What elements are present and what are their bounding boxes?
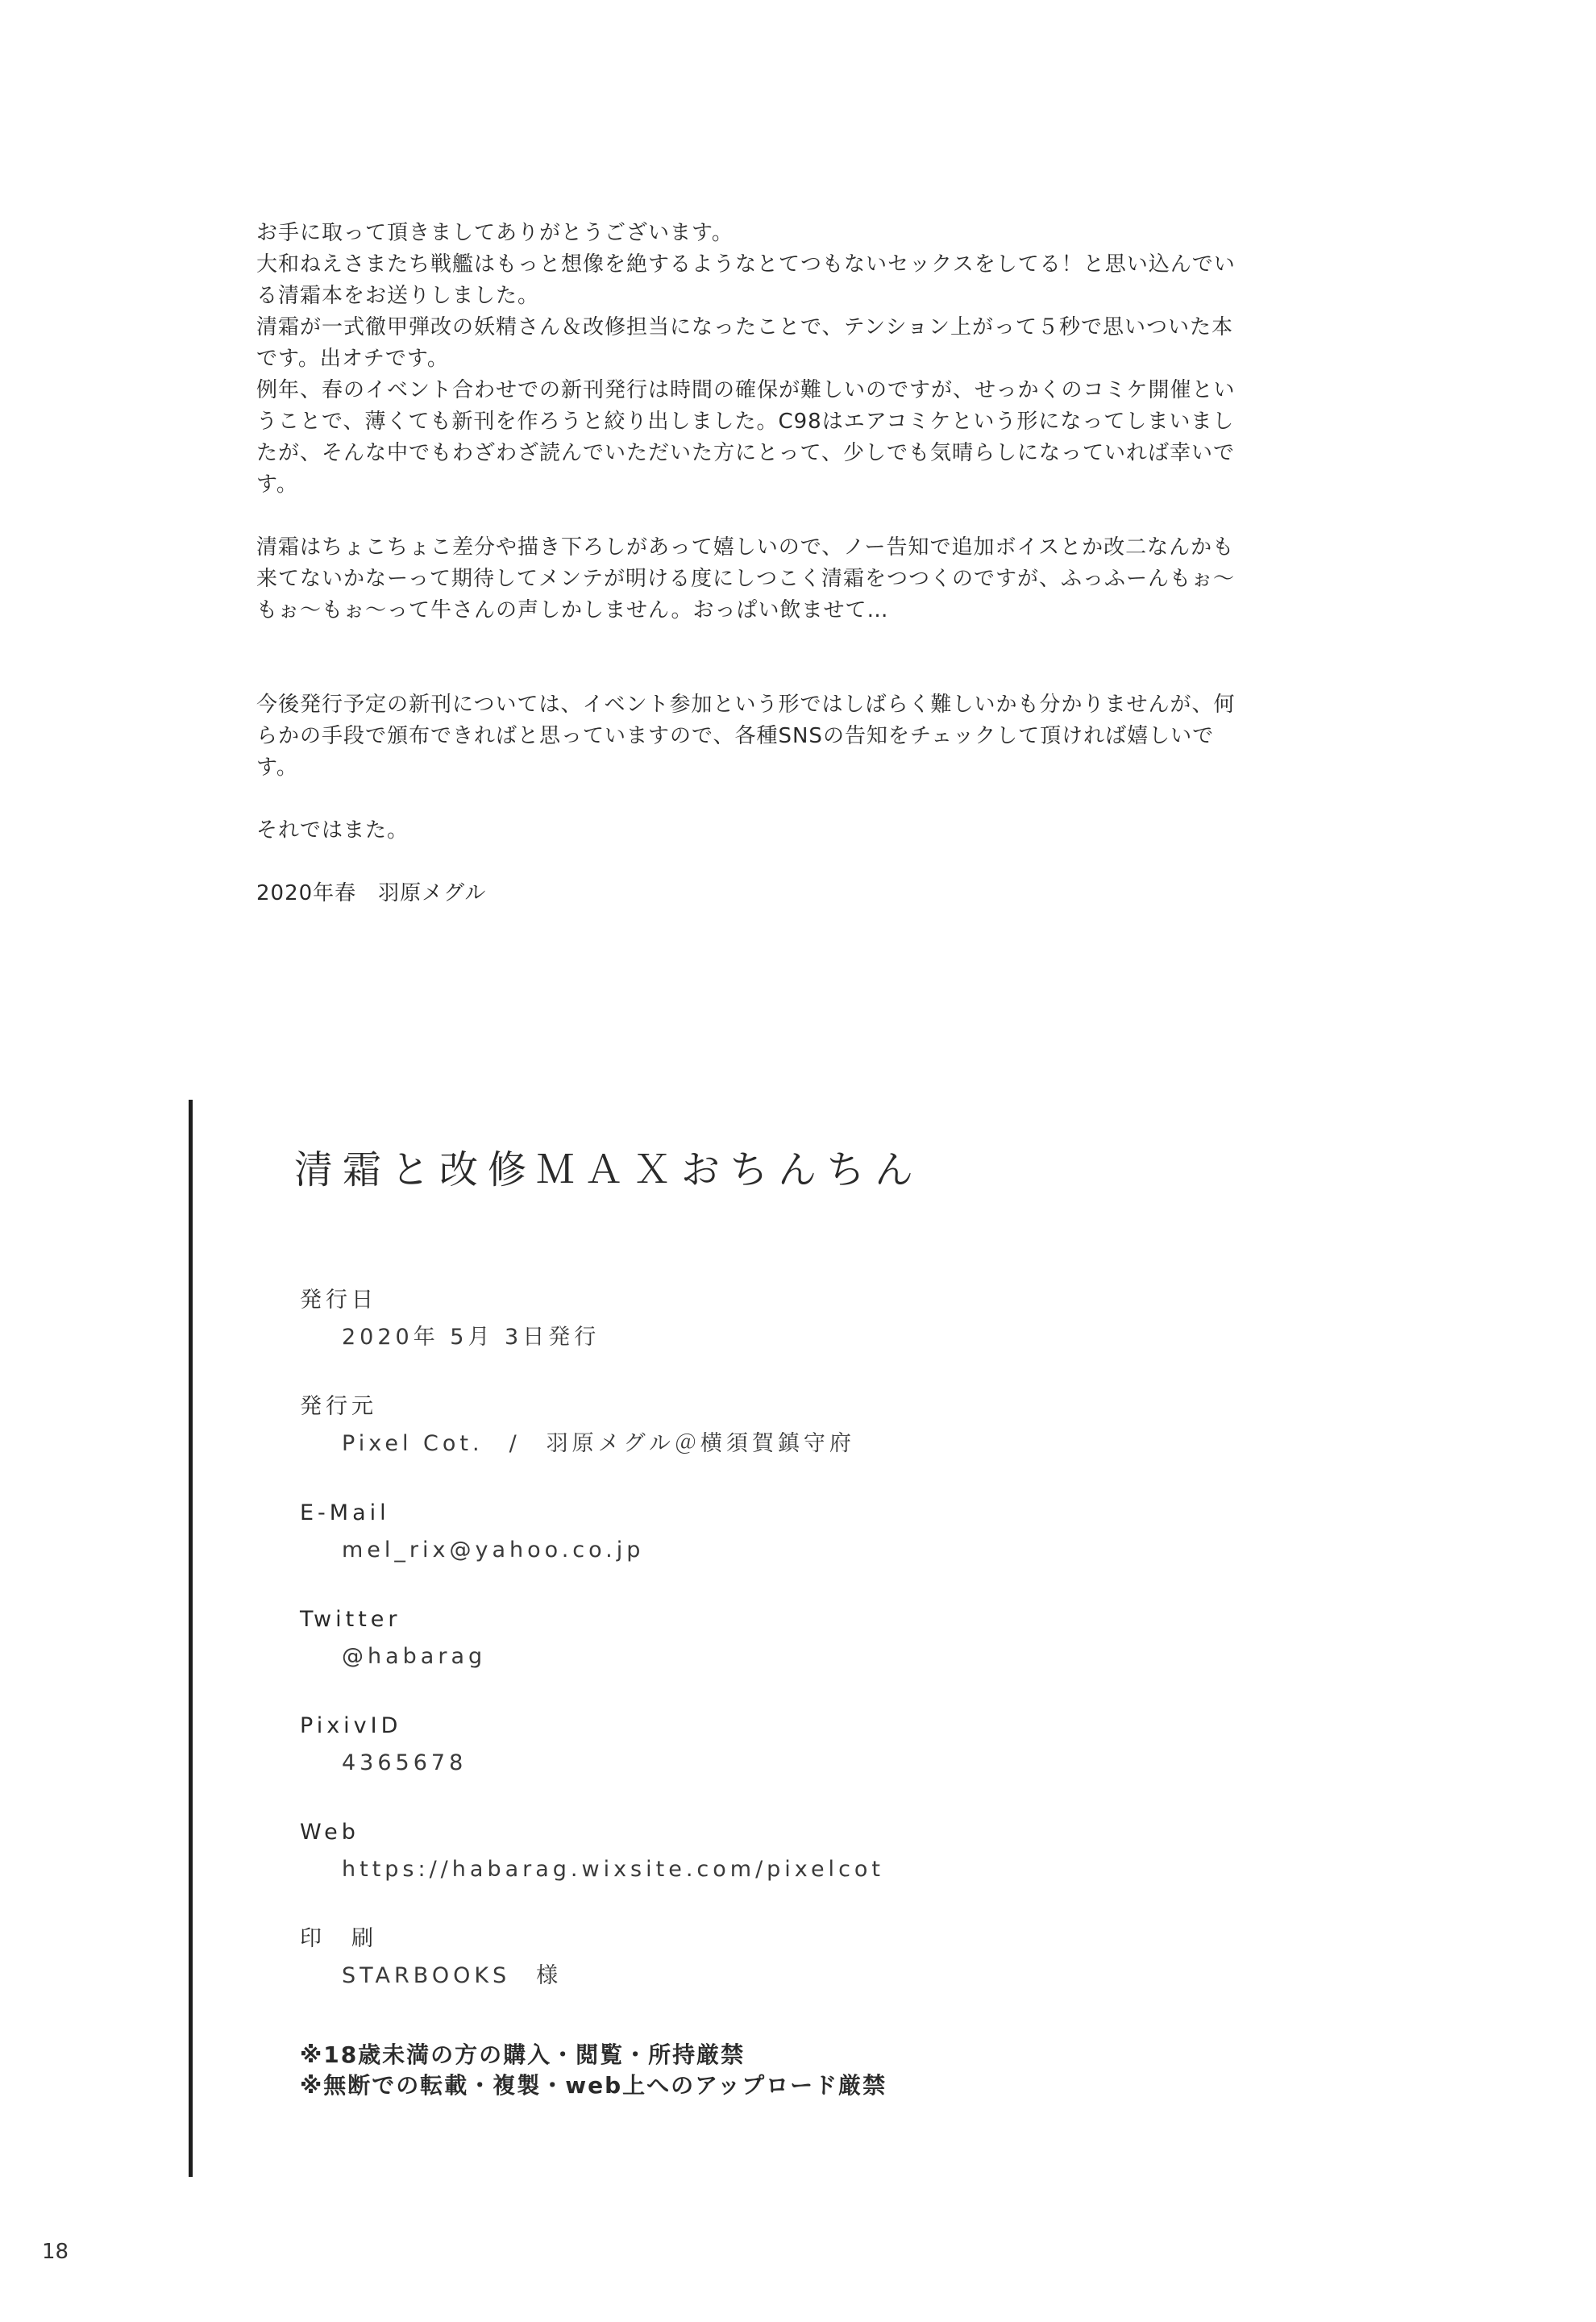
twitter-handle[interactable]: @habarag [342,1644,487,1669]
colophon-title: 清霜と改修ＭＡＸおちんちん [294,1147,924,1192]
afterword-line: らかの手段で頒布できればと思っていますので、各種SNSの告知をチェックして頂ければ嬉しいで [256,724,1215,748]
entry-label: PixivID [300,1713,402,1738]
afterword-line: す。 [256,755,298,780]
afterword-line: 今後発行予定の新刊については、イベント参加という形ではしばらく難しいかも分かりませんが、何 [256,693,1236,717]
notice-line: ※18歳未満の方の購入・閲覧・所持厳禁 [300,2041,746,2068]
afterword-line: 清霜が一式徹甲弾改の妖精さん＆改修担当になったことで、テンション上がって５秒で思いついた本 [256,315,1234,339]
entry-value: STARBOOKS 様 [342,1963,563,1988]
colophon-entry-publisher [300,1388,1348,1495]
colophon-list [300,1282,1348,2027]
entry-value: Pixel Cot. / 羽原メグル＠横須賀鎮守府 [342,1431,855,1456]
afterword-line: る清霜本をお送りしました。 [256,284,540,308]
colophon-entry-twitter [300,1601,1348,1708]
afterword-line: お手に取って頂きましてありがとうございます。 [256,221,734,245]
entry-label: Web [300,1820,360,1845]
colophon-divider-bar [189,1100,193,2177]
entry-label: Twitter [300,1607,401,1632]
notice-line: ※無断での転載・複製・web上へのアップロード厳禁 [300,2072,887,2099]
colophon-entry-pixiv [300,1708,1348,1814]
afterword-line: たが、そんな中でもわざわざ読んでいただいた方にとって、少しでも気晴らしになっていれば幸いで [256,441,1235,465]
colophon-entry-email [300,1495,1348,1601]
entry-label: 印 刷 [300,1926,377,1951]
afterword [256,218,1336,909]
colophon-entry-publish-date [300,1282,1348,1388]
afterword-line: す。 [256,472,298,497]
web-url-link[interactable]: https://habarag.wixsite.com/pixelcot [342,1857,885,1882]
afterword-closing: それではまた。 [256,818,409,843]
entry-label: 発行元 [300,1394,377,1419]
afterword-line: 大和ねえさまたち戦艦はもっと想像を絶するようなとてつもないセックスをしてる！と思い込んでい [256,252,1236,277]
entry-label: E-Mail [300,1500,390,1525]
afterword-line: 清霜はちょこちょこ差分や描き下ろしがあって嬉しいので、ノー告知で追加ボイスとか改二なんかも [256,535,1235,560]
colophon-notices [300,2040,887,2101]
colophon-entry-web [300,1814,1348,1920]
afterword-line: うことで、薄くても新刊を作ろうと絞り出しました。C98はエアコミケという形になってしまいまし [256,410,1235,434]
afterword-line: です。出オチです。 [256,347,449,371]
colophon-entry-printer [300,1920,1348,2027]
email-link[interactable]: mel_rix@yahoo.co.jp [342,1538,645,1563]
page-number: 18 [42,2240,69,2264]
pixiv-id: 4365678 [342,1750,468,1775]
entry-value: 2020年 5月 3日発行 [342,1325,601,1350]
entry-label: 発行日 [300,1288,377,1313]
afterword-line: もぉ～もぉ～って牛さんの声しかしません。おっぱい飲ませて… [256,598,889,622]
afterword-signature: 2020年春 羽原メグル [256,881,487,905]
afterword-line: 例年、春のイベント合わせでの新刊発行は時間の確保が難しいのですが、せっかくのコミケ開催とい [256,378,1236,402]
afterword-line: 来てないかなーって期待してメンテが明ける度にしつこく清霜をつつくのですが、ふっふーんもぉ～ [256,567,1235,591]
